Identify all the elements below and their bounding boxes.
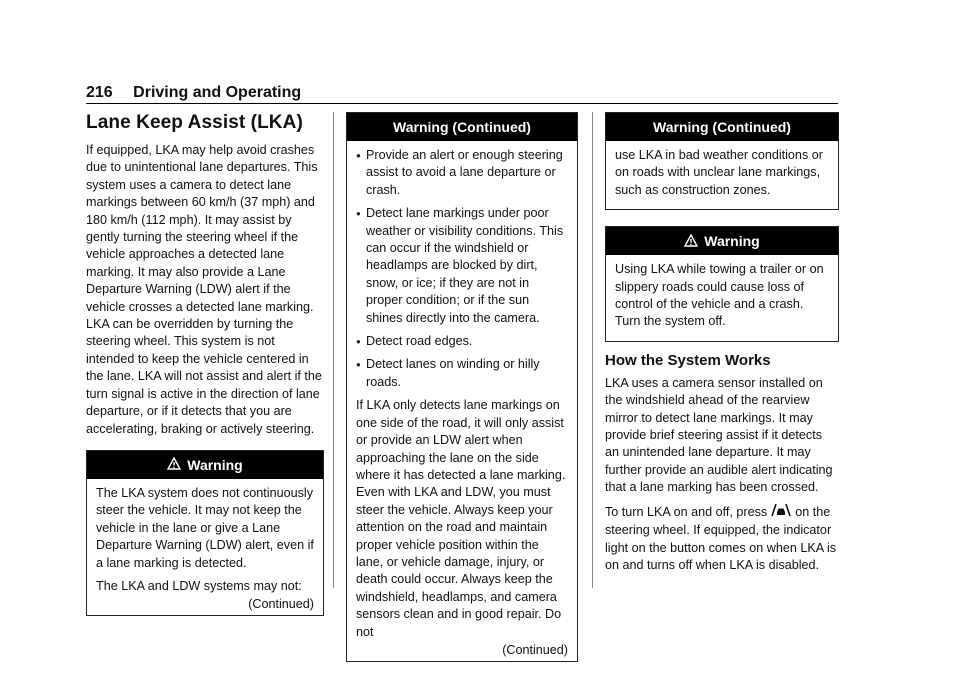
- warning-text: If LKA only detects lane markings on one side of the road, it will only assist or provide an LDW alert when approaching the lane on the side where it has detected a lane marking. Even with LKA and LDW, you must steer the vehicle. Always keep your attention on the road and maintain proper vehicle position within the lane, or vehicle damage, injury, or death could occur. Always keep the windshield, headlamps, and camera sensors clean and in good repair. Do not: [356, 398, 566, 639]
- warning-header: [87, 451, 323, 479]
- page-number: 216: [86, 84, 113, 101]
- body-paragraph: LKA uses a camera sensor installed on the windshield ahead of the rearview mirror to detect lane markings. It may provide brief steering assist if it detects an unintended lane departure. It may further provide an audible alert indicating that a lane marking has been crossed.: [605, 375, 833, 495]
- paragraph-text: on the steering wheel. If equipped, the indicator light on the button comes on when LKA is on and turns off when LKA is disabled.: [605, 504, 837, 572]
- continued-label: (Continued): [502, 642, 568, 657]
- section-title: Driving and Operating: [133, 84, 302, 101]
- column-divider: [333, 112, 334, 588]
- warning-bullet-list: [356, 147, 568, 391]
- warning-box: [346, 112, 578, 662]
- column-1: [86, 112, 324, 616]
- warning-text: The LKA system does not continuously steer the vehicle. It may not keep the vehicle in the lane or give a Lane Departure Warning (LDW) alert, even if a lane marking is detected.: [96, 485, 314, 570]
- lane-keep-assist-icon: [770, 503, 792, 522]
- warning-icon: [167, 452, 181, 480]
- column-3: [605, 112, 839, 580]
- warning-title: Warning: [187, 456, 243, 473]
- section-subtitle: How the System Works: [605, 351, 771, 369]
- warning-text: Using LKA while towing a trailer or on slippery roads could cause loss of control of the vehicle and a crash. Turn the system off.: [615, 262, 824, 329]
- page-title: Lane Keep Assist (LKA): [86, 112, 303, 133]
- warning-text: The LKA and LDW systems may not:: [96, 578, 302, 593]
- warning-box: [605, 226, 839, 342]
- warning-icon: [684, 229, 698, 257]
- list-item: ● Detect lanes on winding or hilly roads.: [356, 356, 568, 391]
- warning-box: [605, 112, 839, 210]
- warning-header: Warning (Continued): [606, 113, 838, 141]
- column-2: [346, 112, 578, 662]
- intro-paragraph: If equipped, LKA may help avoid crashes due to unintentional lane departures. This system uses a camera to detect lane markings between 60 km/h (37 mph) and 180 km/h (112 mph). It may assist by gently turning the steering wheel if the vehicle approaches a detected lane marking. It may also provide a Lane Departure Warning (LDW) alert if the vehicle crosses a detected lane marking. LKA can be overridden by turning the steering wheel. This system is not intended to keep the vehicle centered in the lane. LKA will not assist and alert if the turn signal is active in the direction of lane departure, or if it detects that you are accelerating, braking or actively steering.: [86, 143, 322, 436]
- list-item: ● Detect road edges.: [356, 333, 568, 350]
- warning-text: use LKA in bad weather conditions or on roads with unclear lane markings, such as construction zones.: [615, 148, 823, 197]
- warning-title: Warning: [704, 233, 760, 250]
- warning-box: [86, 450, 324, 616]
- column-divider: [592, 112, 593, 588]
- continued-label: (Continued): [248, 597, 314, 612]
- body-paragraph: [605, 503, 839, 575]
- warning-header: [606, 227, 838, 255]
- paragraph-text: To turn LKA on and off, press: [605, 504, 768, 519]
- list-item: ● Provide an alert or enough steering assist to avoid a lane departure or crash.: [356, 147, 568, 199]
- page-header: [86, 84, 301, 102]
- list-item: ● Detect lane markings under poor weather or visibility conditions. This can occur if the windshield or headlamps are blocked by dirt, snow, or ice; if they are not in proper condition; or if the sun shines directly into the camera.: [356, 205, 568, 327]
- header-rule: [86, 103, 838, 104]
- warning-header: Warning (Continued): [347, 113, 577, 141]
